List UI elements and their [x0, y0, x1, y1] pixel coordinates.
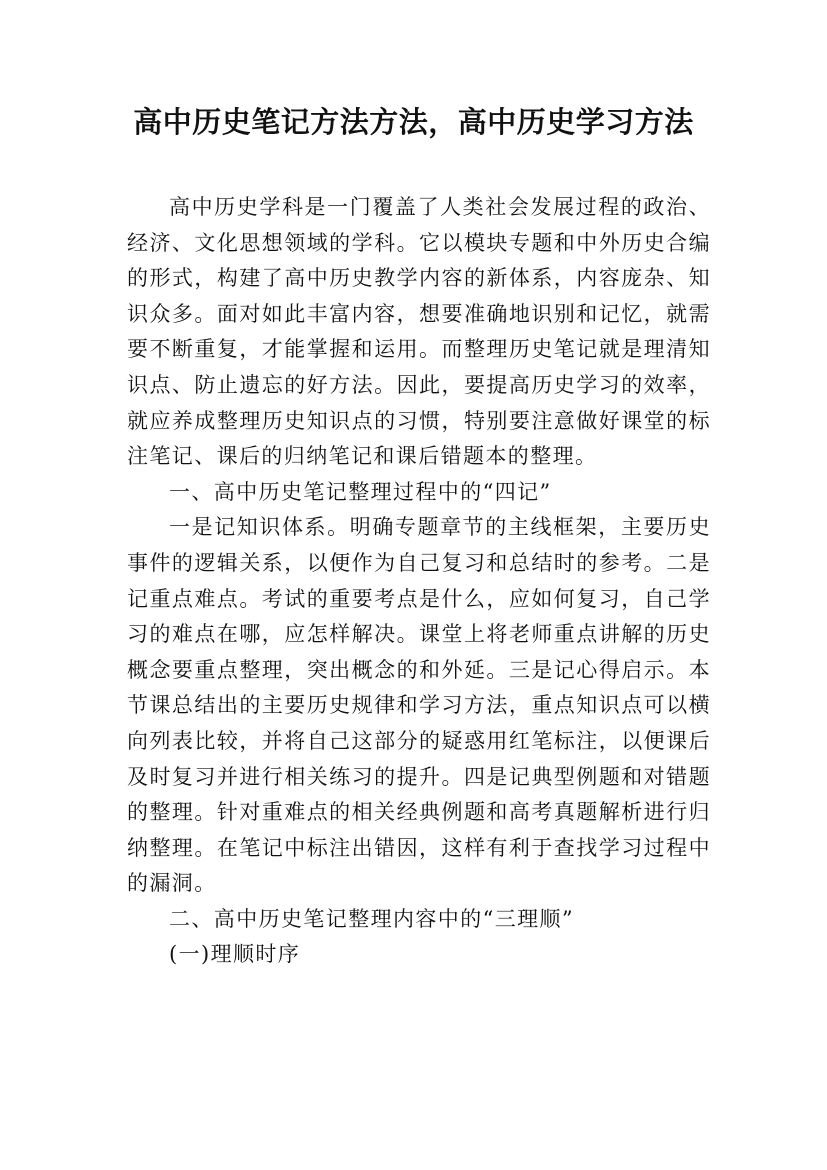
document-body	[127, 190, 711, 973]
subsection-heading-chronology: (一)理顺时序	[169, 942, 301, 967]
section-heading-four-records: 一、高中历史笔记整理过程中的“四记”	[169, 479, 552, 504]
four-records-paragraph: 一是记知识体系。明确专题章节的主线框架，主要历史事件的逻辑关系，以便作为自己复习和总结时的参考。二是记重点难点。考试的重要考点是什么，应如何复习，自己学习的难点在哪，应怎样解决。课堂上将老师重点讲解的历史概念要重点整理，突出概念的和外延。三是记心得启示。本节课总结出的主要历史规律和学习方法，重点知识点可以横向列表比较，并将自己这部分的疑惑用红笔标注，以便课后及时复习并进行相关练习的提升。四是记典型例题和对错题的整理。针对重难点的相关经典例题和高考真题解析进行归纳整理。在笔记中标注出错因，这样有利于查找学习过程中的漏洞。	[127, 515, 711, 896]
section-heading-three-clarifications: 二、高中历史笔记整理内容中的“三理顺”	[169, 906, 575, 931]
page-title: 高中历史笔记方法方法，高中历史学习方法	[133, 105, 694, 139]
intro-paragraph: 高中历史学科是一门覆盖了人类社会发展过程的政治、经济、文化思想领域的学科。它以模块专题和中外历史合编的形式，构建了高中历史教学内容的新体系，内容庞杂、知识众多。面对如此丰富内容，想要准确地识别和记忆，就需要不断重复，才能掌握和运用。而整理历史笔记就是理清知识点、防止遗忘的好方法。因此，要提高历史学习的效率，就应养成整理历史知识点的习惯，特别要注意做好课堂的标注笔记、课后的归纳笔记和课后错题本的整理。	[127, 195, 711, 469]
